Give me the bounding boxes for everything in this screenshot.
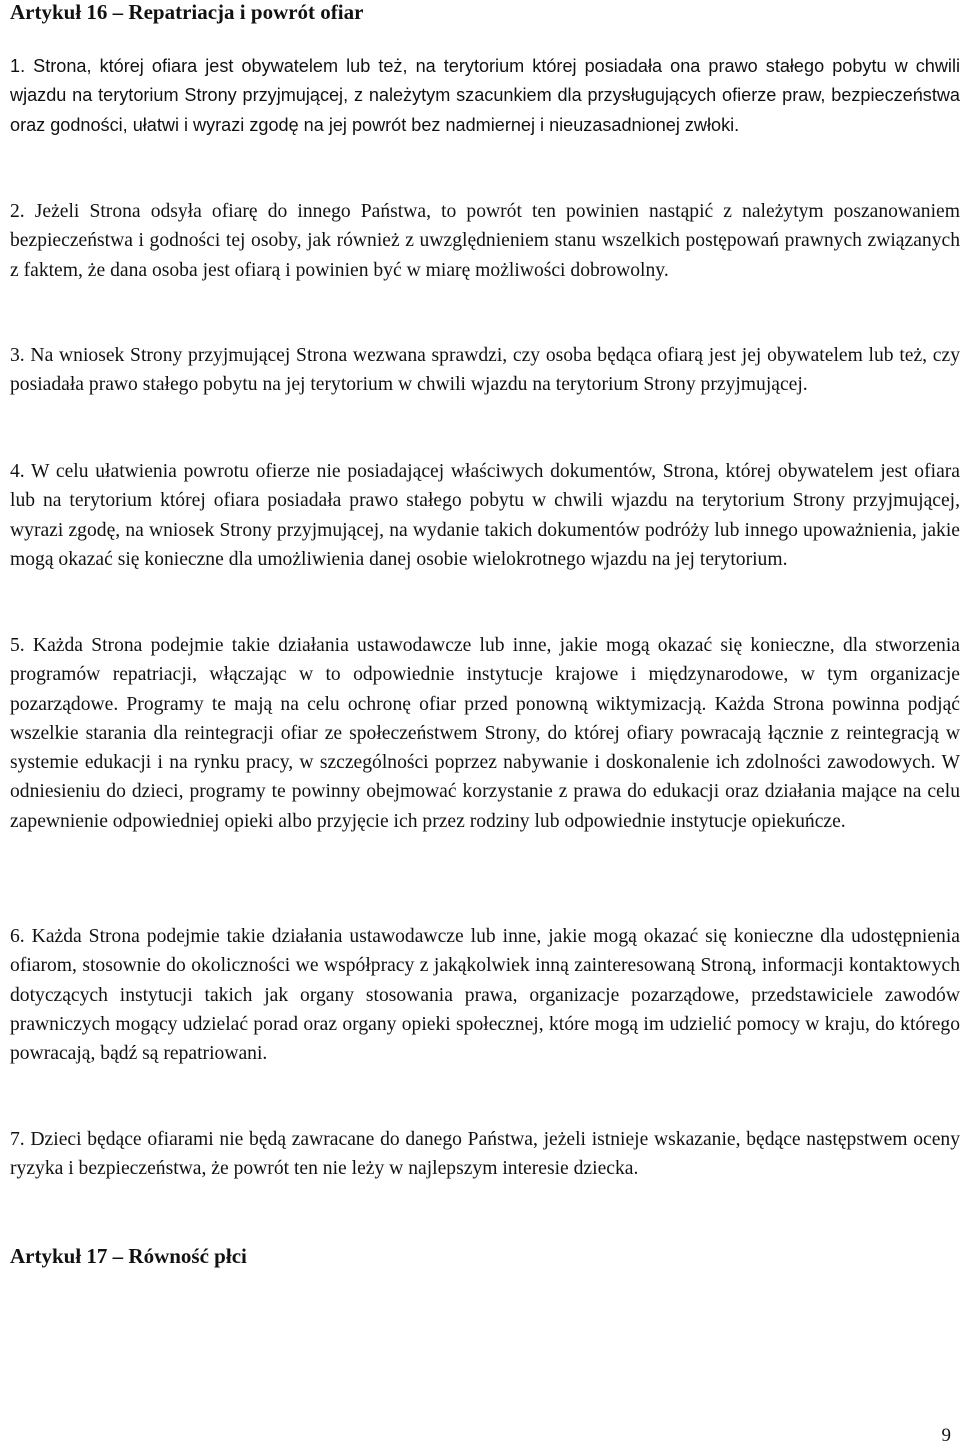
article-16-paragraph-5: 5. Każda Strona podejmie takie działania ustawodawcze lub inne, jakie mogą okazać się konieczne, dla stworzenia programów repatriacji, włączając w to odpowiednie instytucje krajowe i międzynarodowe, w tym organizacje pozarządowe. Programy te mają na celu ochronę ofiar przed ponowną wiktymizacją. Każda Strona powinna podjąć wszelkie starania dla reintegracji ofiar ze społeczeństwem Strony, do której ofiary powracają łącznie z reintegracją w systemie edukacji i na rynku pracy, w szczególności poprzez nabywanie i doskonalenie ich zdolności zawodowych. W odniesieniu do dzieci, programy te powinny obejmować korzystanie z prawa do edukacji oraz działania mające na celu zapewnienie odpowiedniej opieki albo przyjęcie ich przez rodziny lub odpowiednie instytucje opiekuńcze. <box>10 635 960 832</box>
article-16-paragraph-3: 3. Na wniosek Strony przyjmującej Strona wezwana sprawdzi, czy osoba będąca ofiarą jest jej obywatelem lub też, czy posiadała prawo stałego pobytu na jej terytorium w chwili wjazdu na terytorium Strony przyjmującej. <box>10 345 960 396</box>
article-16-heading: Artykuł 16 – Repatriacja i powrót ofiar <box>10 0 364 24</box>
article-16-paragraph-6: 6. Każda Strona podejmie takie działania ustawodawcze lub inne, jakie mogą okazać się konieczne dla udostępnienia ofiarom, stosownie do okoliczności we współpracy z jakąkolwiek inną zainteresowaną Stroną, informacji kontaktowych dotyczących instytucji takich jak organy stosowania prawa, organizacje pozarządowe, przedstawiciele zawodów prawniczych mogący udzielać porad oraz organy opieki społecznej, które mogą im udzielić pomocy w kraju, do którego powracają, bądź są repatriowani. <box>10 926 960 1065</box>
article-16-paragraph-1: 1. Strona, której ofiara jest obywatelem lub też, na terytorium której posiadała ona prawo stałego pobytu w chwili wjazdu na terytorium Strony przyjmującej, z należytym szacunkiem dla przysługujących ofierze praw, bezpieczeństwa oraz godności, ułatwi i wyrazi zgodę na jej powrót bez nadmiernej i nieuzasadnionej zwłoki. <box>10 56 960 135</box>
article-17-heading: Artykuł 17 – Równość płci <box>10 1244 247 1268</box>
page-number: 9 <box>941 1425 951 1446</box>
article-16-paragraph-4: 4. W celu ułatwienia powrotu ofierze nie posiadającej właściwych dokumentów, Strona, której obywatelem jest ofiara lub na terytorium której ofiara posiadała prawo stałego pobytu w chwili wjazdu na terytorium Strony przyjmującej, wyrazi zgodę, na wniosek Strony przyjmującej, na wydanie takich dokumentów podróży lub innego upoważnienia, jakie mogą okazać się konieczne dla umożliwienia danej osobie wielokrotnego wjazdu na jej terytorium. <box>10 461 960 570</box>
article-16-paragraph-2: 2. Jeżeli Strona odsyła ofiarę do innego Państwa, to powrót ten powinien nastąpić z należytym poszanowaniem bezpieczeństwa i godności tej osoby, jak również z uwzględnieniem stanu wszelkich postępowań prawnych związanych z faktem, że dana osoba jest ofiarą i powinien być w miarę możliwości dobrowolny. <box>10 201 960 281</box>
article-16-paragraph-7: 7. Dzieci będące ofiarami nie będą zawracane do danego Państwa, jeżeli istnieje wskazanie, będące następstwem oceny ryzyka i bezpieczeństwa, że powrót ten nie leży w najlepszym interesie dziecka. <box>10 1129 960 1180</box>
